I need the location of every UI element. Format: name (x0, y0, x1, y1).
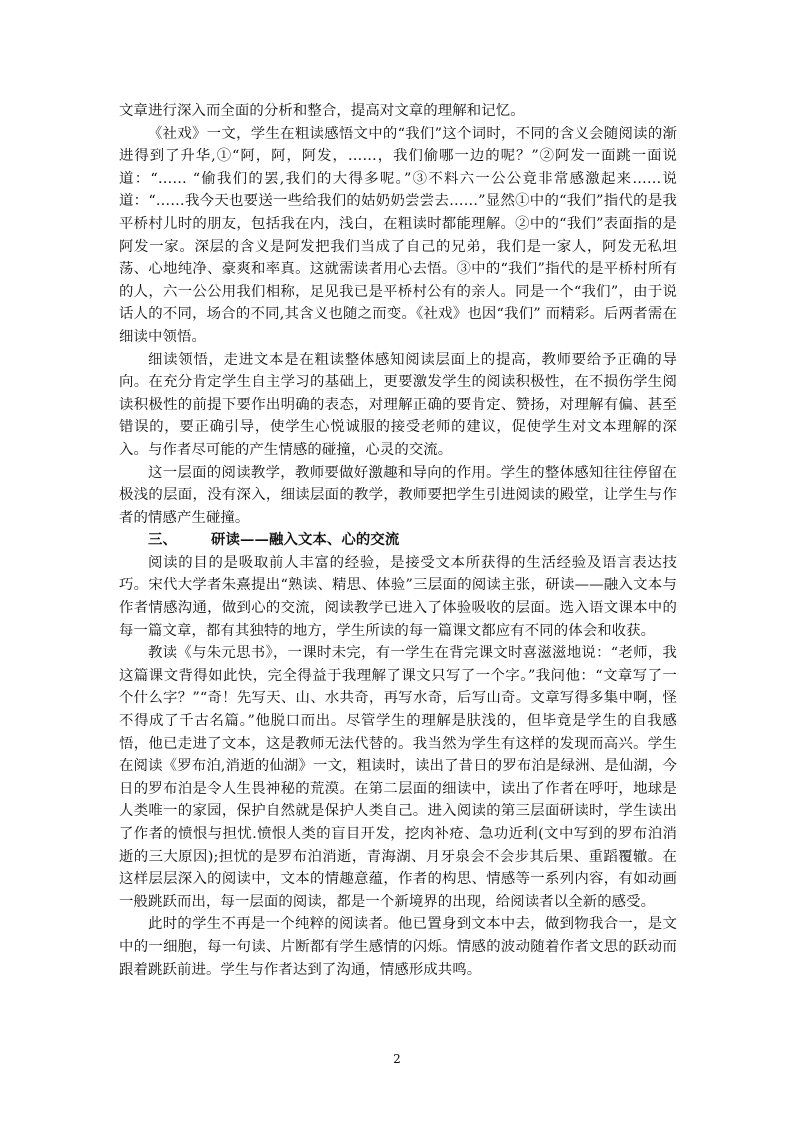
page-number: 2 (393, 1052, 401, 1066)
paragraph-teaching-level: 这一层面的阅读教学，教师要做好激趣和导向的作用。学生的整体感知往往停留在极浅的层面，没有深入，细读层面的教学，教师要把学生引进阅读的殿堂，让学生与作者的情感产生碰撞。 (119, 464, 677, 526)
document-body (119, 100, 677, 981)
paragraph-example: 教读《与朱元思书》，一课时未完，有一学生在背完课文时喜滋滋地说：“老师，我这篇课文背得如此快，完全得益于我理解了课文只写了一个字。”我问他：“文章写了一个什么字？”“奇！先写天、山、水共奇，再写水奇，后写山奇。文章写得多集中啊，怪不得成了千古名篇。”他脱口而出。尽管学生的理解是肤浅的，但毕竟是学生的自我感悟，他已走进了文本，这是教师无法代替的。我当然为学生有这样的发现而高兴。学生在阅读《罗布泊,消逝的仙湖》一文，粗读时，读出了昔日的罗布泊是绿洲、是仙湖，今日的罗布泊是令人生畏神秘的荒漠。在第二层面的细读中，读出了作者在呼吁，地球是人类唯一的家园，保护自然就是保护人类自己。进入阅读的第三层面研读时，学生读出了作者的愤恨与担忧.愤恨人类的盲目开发，挖肉补疮、急功近利(文中写到的罗布泊消逝的三大原因);担忧的是罗布泊消逝，青海湖、月牙泉会不会步其后果、重蹈覆辙。在这样层层深入的阅读中，文本的情趣意蕴，作者的构思、情感等一系列内容，有如动画一般跳跃而出，每一层面的阅读，都是一个新境界的出现，给阅读者以全新的感受。 (119, 645, 677, 910)
section-title: 研读——融入文本、心的交流 (211, 531, 400, 549)
paragraph-continuation: 文章进行深入而全面的分析和整合，提高对文章的理解和记忆。 (119, 103, 525, 119)
section-heading (119, 529, 677, 552)
paragraph-close-reading: 细读领悟，走进文本是在粗读整体感知阅读层面上的提高，教师要给予正确的导向。在充分肯定学生自主学习的基础上，更要激发学生的阅读积极性，在不损伤学生阅读积极性的前提下要作出明确的表态，对理解正确的要肯定、赞扬，对理解有偏、甚至错误的，要正确引导，使学生心悦诚服的接受老师的建议，促使学生对文本理解的深入。与作者尽可能的产生情感的碰撞，心灵的交流。 (119, 351, 677, 458)
paragraph-shexi: 《社戏》一文，学生在粗读感悟文中的“我们”这个词时，不同的含义会随阅读的渐进得到了升华,①“阿，阿，阿发，……，我们偷哪一边的呢？”②阿发一面跳一面说道：“…… “偷我们的罢,我们的大得多呢。”③不料六一公公竟非常感激起来……说道：“……我今天也要送一些给我们的姑奶奶尝尝去……”显然①中的“我们”指代的是我平桥村儿时的朋友，包括我在内，浅白，在粗读时都能理解。②中的“我们”表面指的是阿发一家。深层的含义是阿发把我们当成了自己的兄弟，我们是一家人，阿发无私坦荡、心地纯净、豪爽和率真。这就需读者用心去悟。③中的“我们”指代的是平桥村所有的人，六一公公用我们相称，足见我已是平桥村公有的亲人。同是一个“我们”，由于说话人的不同，场合的不同,其含义也随之而变。《社戏》也因“我们” 而精彩。后两者需在细读中领悟。 (119, 125, 677, 345)
paragraph-purpose: 阅读的目的是吸取前人丰富的经验，是接受文本所获得的生活经验及语言表达技巧。宋代大学者朱熹提出“熟读、精思、体验”三层面的阅读主张，研读——融入文本与作者情感沟通，做到心的交流，阅读教学已进入了体验吸收的层面。选入语文课本中的每一篇文章，都有其独特的地方，学生所读的每一篇课文都应有不同的体会和收获。 (119, 554, 677, 639)
paragraph-conclusion: 此时的学生不再是一个纯粹的阅读者。他已置身到文本中去，做到物我合一，是文中的一细胞，每一句读、片断都有学生感情的闪烁。情感的波动随着作者文思的跃动而跟着跳跃前进。学生与作者达到了沟通，情感形成共鸣。 (119, 916, 677, 978)
section-number: 三、 (148, 531, 177, 549)
